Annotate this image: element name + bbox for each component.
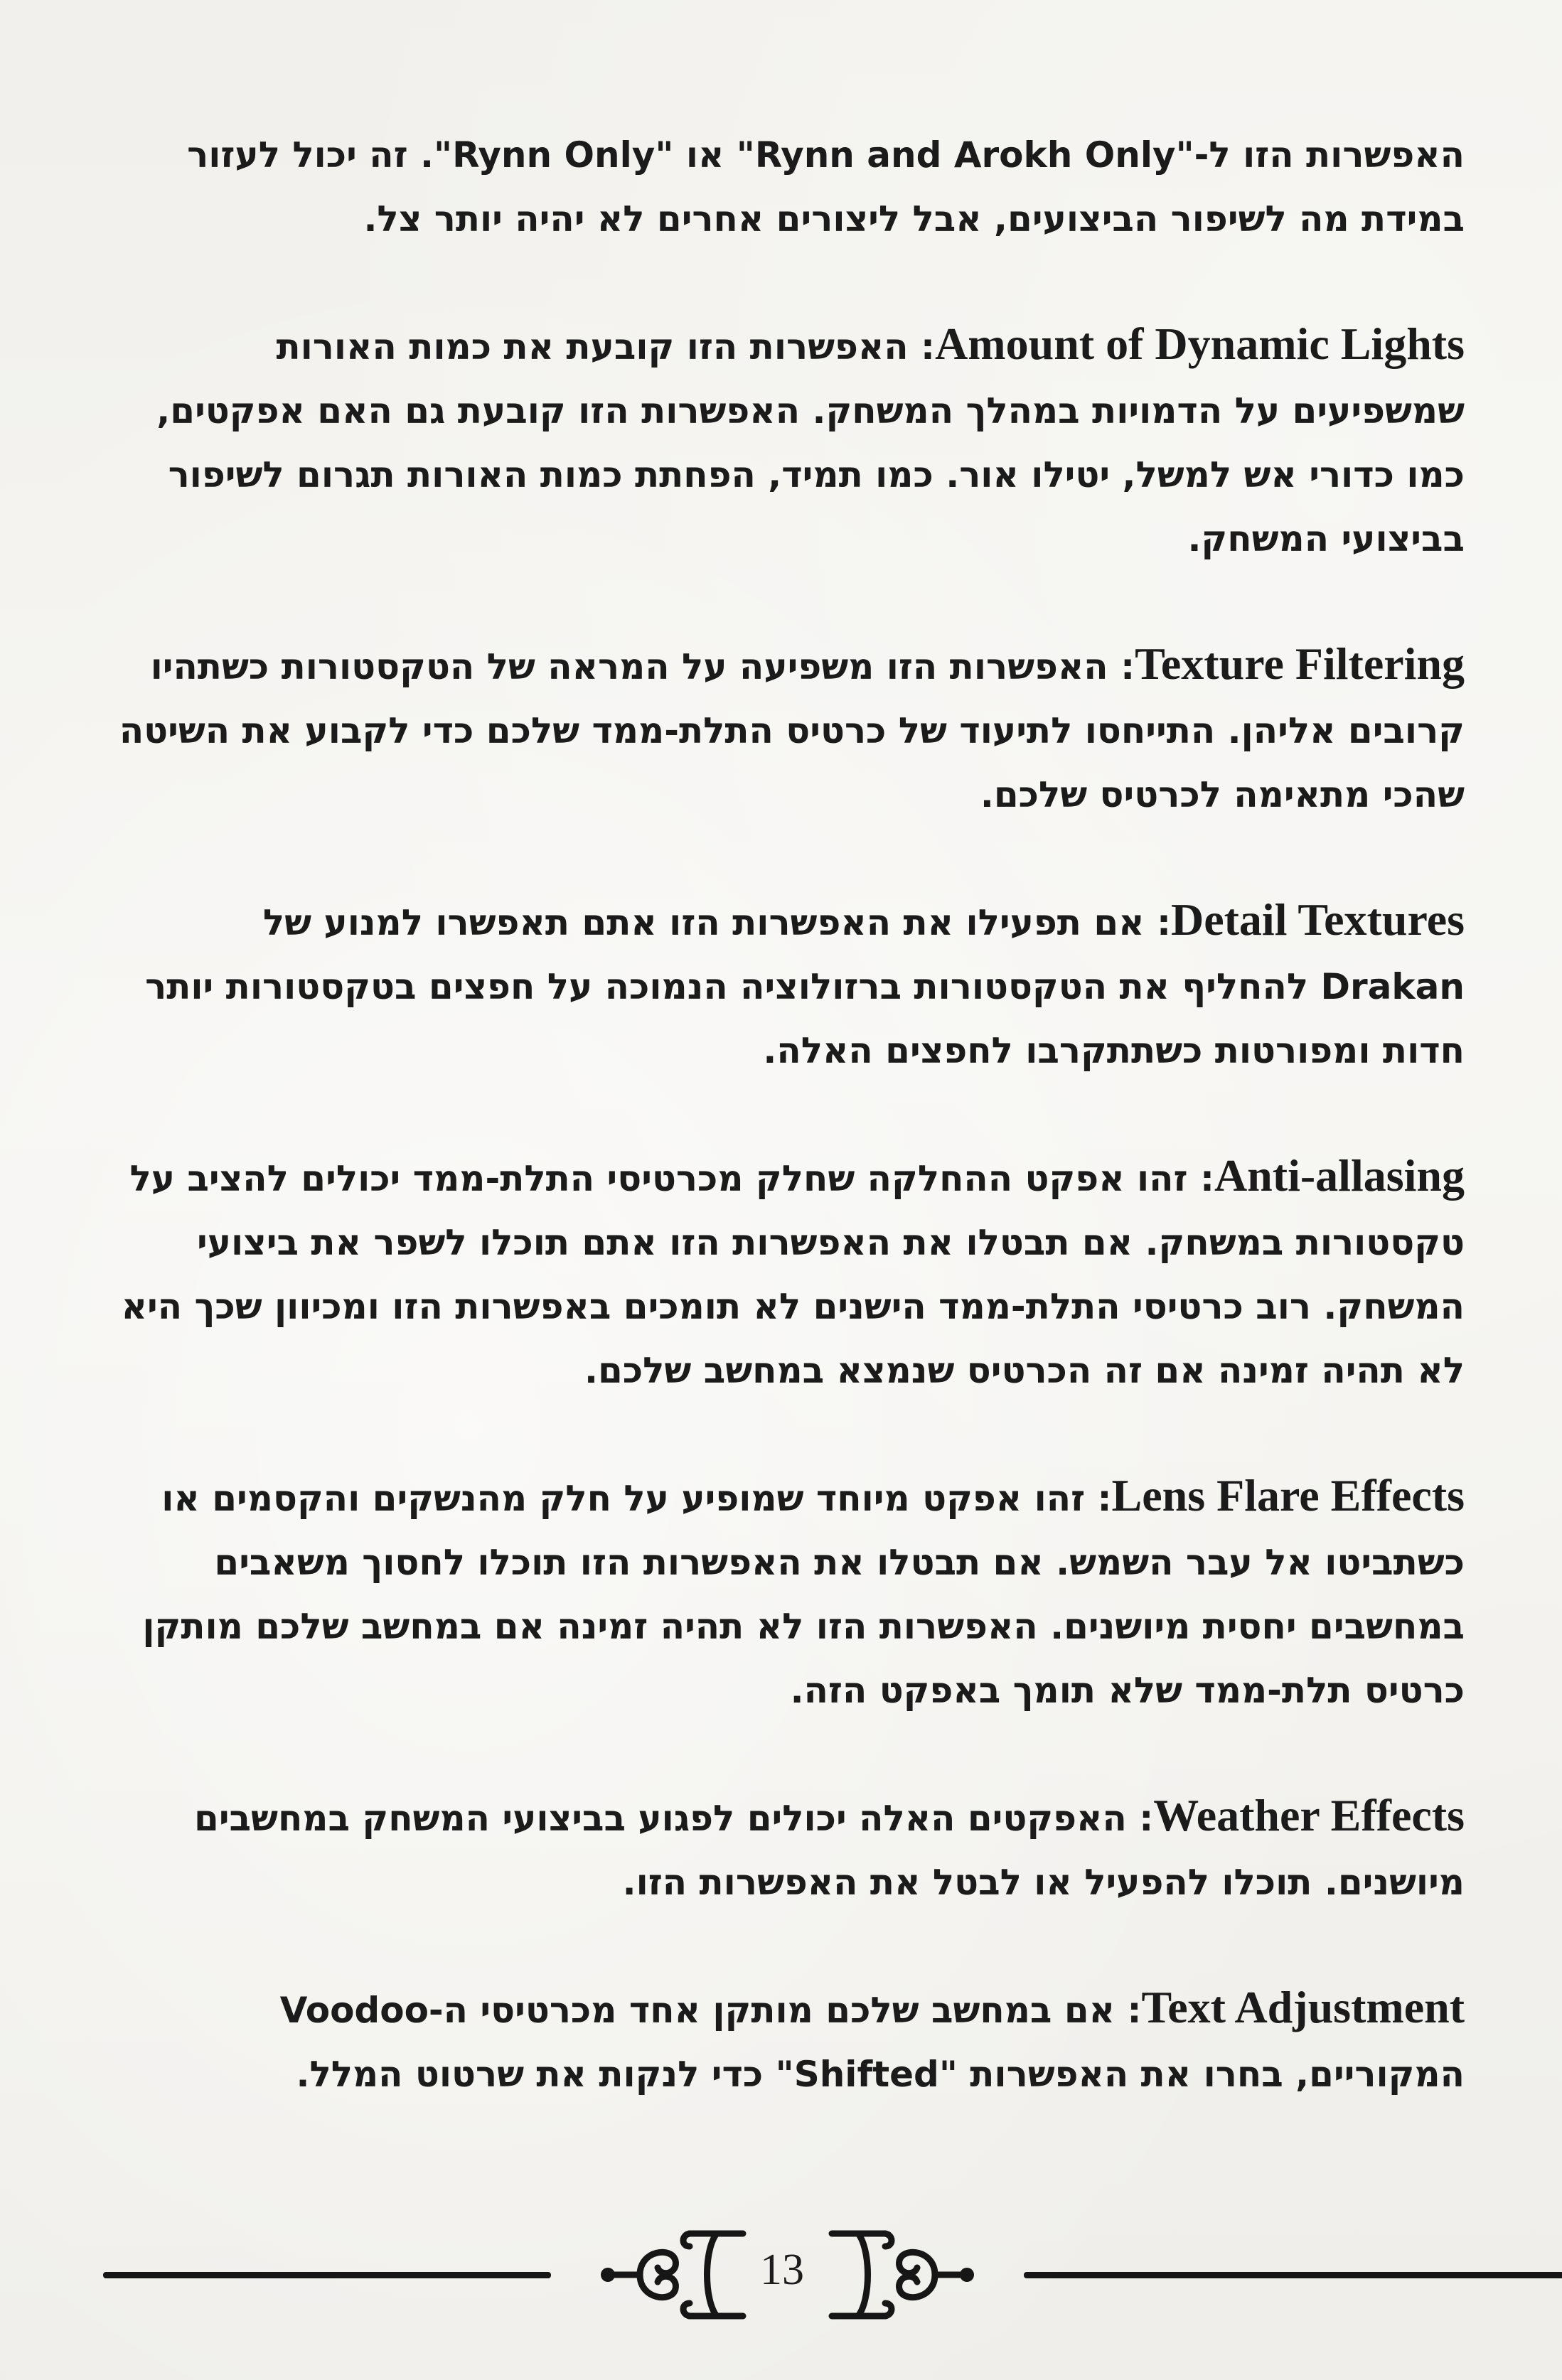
paragraph-lens-flare: [107, 1464, 1465, 1722]
paragraph-text: : אם תפעילו את האפשרות הזו אתם תאפשרו למנוע של Drakan להחליף את הטקסטורות ברזולוציה הנמוכה על חפצים בטקסטורות יותר חדות ומפורטות כשתתקרבו לחפצים האלה.: [145, 902, 1465, 1071]
paragraph-anti-aliasing: [107, 1145, 1465, 1402]
paragraph-term: Amount of Dynamic Lights: [935, 318, 1465, 369]
paragraph-text: : זהו אפקט ההחלקה שחלק מכרטיסי התלת-ממד יכולים להציב על טקסטורות במשחק. אם תבטלו את האפשרות הזו אתם תוכלו לשפר את ביצועי המשחק. רוב כרטיסי התלת-ממד הישנים לא תומכים באפשרות הזו ומכיוון שכך היא לא תהיה זמינה אם זה הכרטיס שנמצא במחשב שלכם.: [121, 1158, 1465, 1391]
page-footer: [0, 2218, 1562, 2332]
page-number: 13: [760, 2246, 804, 2294]
paragraph-text: : האפקטים האלה יכולים לפגוע בביצועי המשחק במחשבים מיושנים. תוכלו להפעיל או לבטל את האפשרות הזו.: [194, 1798, 1465, 1903]
paragraph-term: Texture Filtering: [1135, 638, 1465, 689]
footer-rule-right: [1024, 2272, 1562, 2278]
paragraph-text: : האפשרות הזו קובעת את כמות האורות שמשפיעים על הדמויות במהלך המשחק. האפשרות הזו קובעת גם האם אפקטים, כמו כדורי אש למשל, יטילו אור. כמו תמיד, הפחתת כמות האורות תגרום לשיפור בביצועי המשחק.: [156, 326, 1465, 559]
paragraph-detail-textures: [107, 889, 1465, 1082]
paragraph-shadow-option: [107, 121, 1465, 250]
paragraph-term: Anti-allasing: [1214, 1150, 1465, 1201]
paragraph-weather-effects: [107, 1784, 1465, 1914]
paragraph-term: Weather Effects: [1153, 1790, 1465, 1840]
text-column: [107, 121, 1465, 2168]
paragraph-term: Text Adjustment: [1141, 1982, 1465, 2032]
paragraph-term: Detail Textures: [1170, 894, 1465, 945]
paragraph-text-adjustment: [107, 1976, 1465, 2106]
paragraph-text: האפשרות הזו ל-"Rynn and Arokh Only" או "Rynn Only". זה יכול לעזור במידת מה לשיפור הביצועים, אבל ליצורים אחרים לא יהיה יותר צל.: [187, 134, 1465, 240]
scroll-ornament-left-icon: [590, 2218, 754, 2332]
paragraph-text: : האפשרות הזו משפיעה על המראה של הטקסטורות כשתהיו קרובים אליהן. התייחסו לתיעוד של כרטיס התלת-ממד שלכם כדי לקבוע את השיטה שהכי מתאימה לכרטיס שלכם.: [119, 646, 1465, 815]
scroll-ornament-right-icon: [821, 2218, 985, 2332]
footer-rule-left: [103, 2272, 551, 2278]
paragraph-text: : זהו אפקט מיוחד שמופיע על חלק מהנשקים והקסמים או כשתביטו אל עבר השמש. אם תבטלו את האפשרות הזו תוכלו לחסוך משאבים במחשבים יחסית מיושנים. האפשרות הזו לא תהיה זמינה אם במחשב שלכם מותקן כרטיס תלת-ממד שלא תומך באפקט הזה.: [142, 1478, 1465, 1711]
paragraph-dynamic-lights: [107, 313, 1465, 570]
paragraph-term: Lens Flare Effects: [1111, 1470, 1465, 1521]
paragraph-text: : אם במחשב שלכם מותקן אחד מכרטיסי ה-Voodoo המקוריים, בחרו את האפשרות "Shifted" כדי לנקות את שרטוט המלל.: [279, 1990, 1465, 2095]
paragraph-texture-filtering: [107, 633, 1465, 826]
